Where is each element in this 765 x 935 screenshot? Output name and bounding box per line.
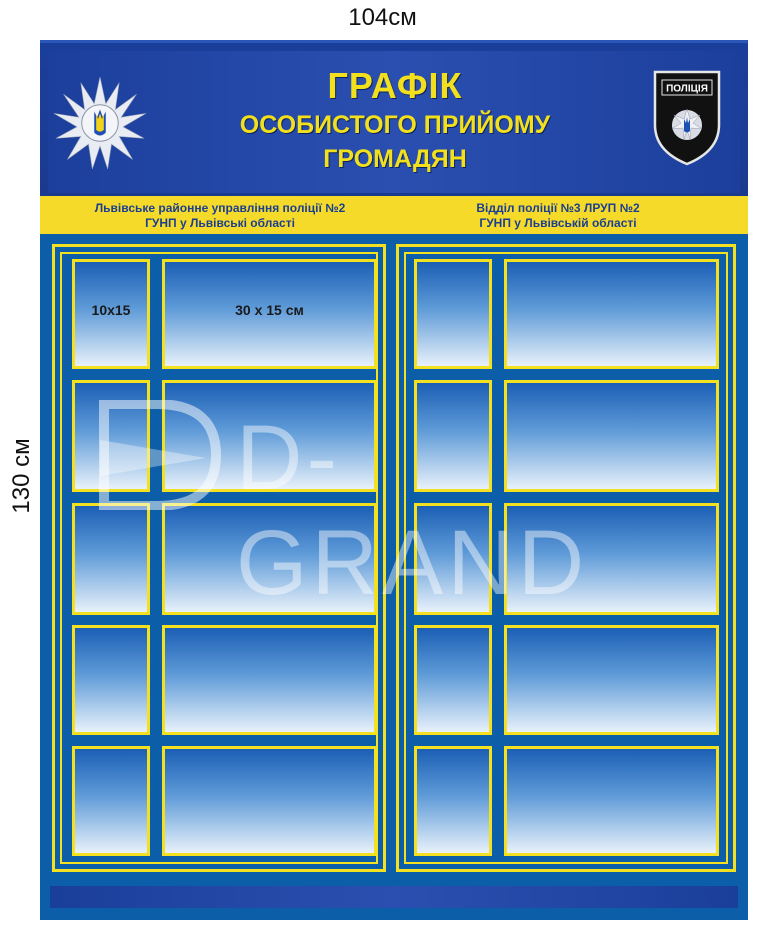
left-department-line-2: ГУНП у Львівські області [145,216,295,230]
photo-pocket-large [504,625,719,735]
right-department-line-1: Відділ поліції №3 ЛРУП №2 [476,201,640,215]
photo-pocket-small [414,503,492,615]
photo-pocket-small [72,380,150,492]
photo-pocket-large [504,259,719,369]
photo-pocket-large [504,503,719,615]
large-pocket-size-label: 30 x 15 см [235,302,304,318]
height-dimension-label: 130 см [8,438,35,514]
left-schedule-panel [52,244,386,872]
stand-header [40,40,748,199]
police-shield-badge-icon [652,69,722,167]
stand-board [40,40,748,920]
photo-pocket-large [162,503,377,615]
watermark-text: D-GRAND [236,407,589,614]
badge-label: ПОЛІЦІЯ [666,83,708,95]
photo-pocket-large [504,746,719,856]
stand-title-line-2: ОСОБИСТОГО ПРИЙОМУ [239,111,551,139]
left-department-line-1: Львівське районне управління поліції №2 [94,201,346,215]
right-schedule-panel [396,244,736,872]
right-department-label [398,201,718,231]
right-department-line-2: ГУНП у Львівській області [479,216,637,230]
small-pocket-size-label: 10x15 [91,302,131,318]
photo-pocket-large [504,380,719,492]
photo-pocket-large [162,259,377,369]
photo-pocket-small [414,259,492,369]
photo-pocket-small [72,259,150,369]
photo-pocket-small [72,503,150,615]
photo-pocket-small [72,746,150,856]
stand-title-line-3: ГРОМАДЯН [323,145,467,173]
bottom-trim-bar [50,886,738,908]
photo-pocket-large [162,625,377,735]
photo-pocket-small [414,746,492,856]
photo-pocket-small [72,625,150,735]
police-star-emblem-icon [52,75,148,171]
department-strip [40,196,748,234]
stand-title: ГРАФІК [327,65,463,106]
photo-pocket-large [162,380,377,492]
photo-pocket-small [414,625,492,735]
left-department-label [60,201,380,231]
width-dimension-label: 104см [348,4,417,31]
photo-pocket-small [414,380,492,492]
photo-pocket-large [162,746,377,856]
